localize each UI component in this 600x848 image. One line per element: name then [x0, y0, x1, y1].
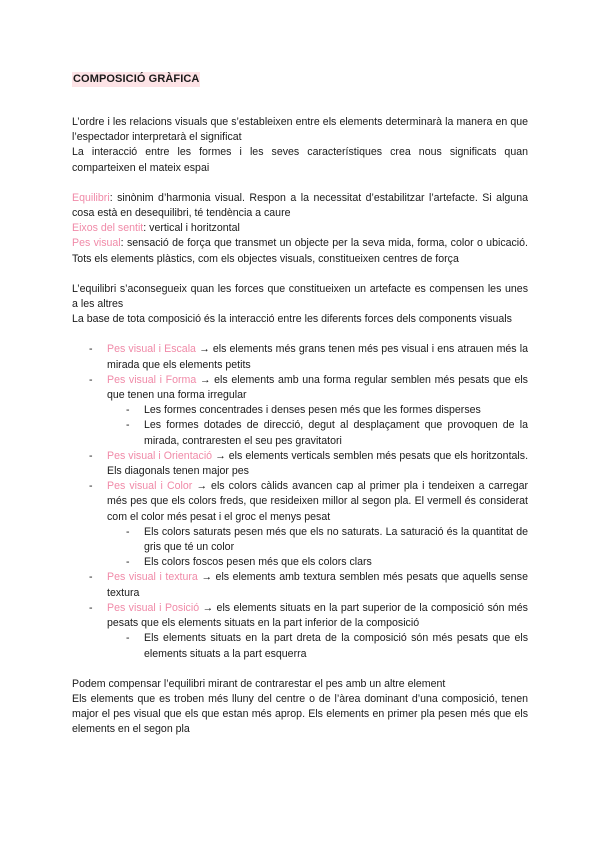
intro-paragraph-1: L’ordre i les relacions visuals que s’estableixen entre els elements determinarà la manera en que l’espectador interpretarà el significat: [72, 116, 528, 144]
sub-item-text: Els colors saturats pesen més que els no saturats. La saturació és la quantitat de gris que té un color: [144, 525, 528, 554]
bullet-term: Pes visual i Posició: [107, 601, 200, 614]
bullet-text: els elements més grans tenen més pes visual i ens atrauen més la mirada que els elements petits: [107, 343, 528, 371]
arrow-icon: →: [201, 571, 212, 584]
sub-list-item: [72, 418, 528, 448]
bullet-term: Pes visual i textura: [107, 571, 198, 584]
definition-separator: :: [120, 237, 127, 250]
definition-separator: :: [109, 191, 118, 204]
list-item-posicio: [72, 601, 528, 631]
bullet-text: els elements amb una forma regular semblen més pesats que els que tenen una forma irregular: [107, 373, 528, 402]
spacer: [72, 267, 528, 282]
closing-paragraph-1: Podem compensar l’equilibri mirant de contrarestar el pes amb un altre element: [72, 677, 446, 690]
definition-equilibri: [72, 191, 528, 221]
spacer: [72, 176, 528, 191]
arrow-icon: →: [202, 601, 214, 614]
bullet-dash: -: [89, 449, 93, 462]
arrow-icon: →: [215, 449, 226, 462]
arrow-icon: →: [196, 480, 207, 493]
bullet-dash: -: [126, 525, 130, 538]
spacer: [72, 327, 528, 342]
arrow-icon: →: [199, 373, 211, 386]
bullet-term: Pes visual i Escala: [107, 343, 196, 356]
intro-paragraph-2: La interacció entre les formes i les seves característiques crea nous significats quan comparteixen el mateix espai: [72, 146, 528, 174]
bullet-text: els elements situats en la part superior de la composició són més pesats que els elements situats en la part inferior de la composició: [107, 601, 528, 630]
definition-term: Eixos del sentit: [72, 222, 144, 235]
list-item-escala: [72, 342, 528, 372]
bullet-dash: -: [89, 601, 93, 614]
sub-list-item: [72, 631, 528, 661]
bullet-dash: -: [89, 571, 93, 584]
bullet-term: Pes visual i Color: [107, 480, 193, 493]
bullet-dash: -: [126, 419, 130, 432]
title-wrap: [72, 72, 528, 101]
sub-item-text: Els elements situats en la part dreta de la composició són més pesats que els elements situats a la part esquerra: [144, 632, 528, 660]
balance-paragraph-2: La base de tota composició és la interacció entre les diferents forces dels components visuals: [72, 313, 512, 326]
spacer: [72, 662, 528, 677]
bullet-text: els elements amb textura semblen més pesats que aquells sense textura: [107, 571, 528, 599]
definition-text: vertical i horitzontal: [149, 222, 240, 235]
bullet-dash: -: [89, 373, 93, 386]
sub-list-item: [72, 403, 528, 418]
sub-item-text: Les formes dotades de direcció, degut al desplaçament que provoquen de la mirada, contraresten el seu pes gravitatori: [144, 419, 528, 447]
definition-term: Pes visual: [72, 237, 121, 250]
pes-visual-list: [72, 342, 528, 661]
balance-paragraph-1: L’equilibri s’aconsegueix quan les forces que constitueixen un artefacte es compensen les unes a les altres: [72, 282, 528, 311]
definition-text: sensació de força que transmet un objecte per la seva mida, forma, color o ubicació. Tots els elements plàstics, com els objectes visuals, constitueixen centres de força: [72, 237, 528, 265]
bullet-dash: -: [126, 632, 130, 645]
list-item-orientacio: [72, 449, 528, 479]
sub-list-item: [72, 555, 528, 570]
list-item-forma: [72, 373, 528, 403]
definition-term: Equilibri: [72, 191, 110, 204]
arrow-icon: →: [199, 343, 210, 356]
document-title: COMPOSICIÓ GRÀFICA: [73, 73, 200, 85]
closing-paragraph-2: Els elements que es troben més lluny del centre o de l’àrea dominant d’una composició, tenen major el pes visual que els que estan més aprop. Els elements en primer pla pesen més que els elements en el segon pla: [72, 692, 528, 736]
definition-eixos: [72, 221, 528, 236]
definition-pes-visual: [72, 236, 528, 266]
bullet-dash: -: [89, 343, 93, 356]
sub-item-text: Les formes concentrades i denses pesen més que les formes disperses: [144, 404, 481, 417]
bullet-dash: -: [89, 480, 93, 493]
bullet-text: els colors càlids avancen cap al primer pla i tendeixen a carregar més pes que els colors freds, que resideixen millor al segon pla. El vermell és considerat com el color més pesat i el groc el menys pesat: [107, 480, 529, 523]
definition-text: sinònim d’harmonia visual. Respon a la necessitat d’estabilitzar l’artefacte. Si alguna cosa està en desequilibri, té tendència a caure: [72, 191, 528, 220]
bullet-term: Pes visual i Orientació: [107, 449, 213, 462]
list-item-color: [72, 479, 528, 525]
bullet-text: els elements verticals semblen més pesats que els horitzontals. Els diagonals tenen major pes: [107, 449, 529, 478]
sub-list-item: [72, 525, 528, 555]
sub-item-text: Els colors foscos pesen més que els colors clars: [144, 556, 372, 569]
bullet-term: Pes visual i Forma: [107, 373, 197, 386]
bullet-dash: -: [126, 404, 130, 417]
bullet-dash: -: [126, 556, 130, 569]
list-item-textura: [72, 570, 528, 600]
definition-separator: :: [143, 222, 150, 235]
